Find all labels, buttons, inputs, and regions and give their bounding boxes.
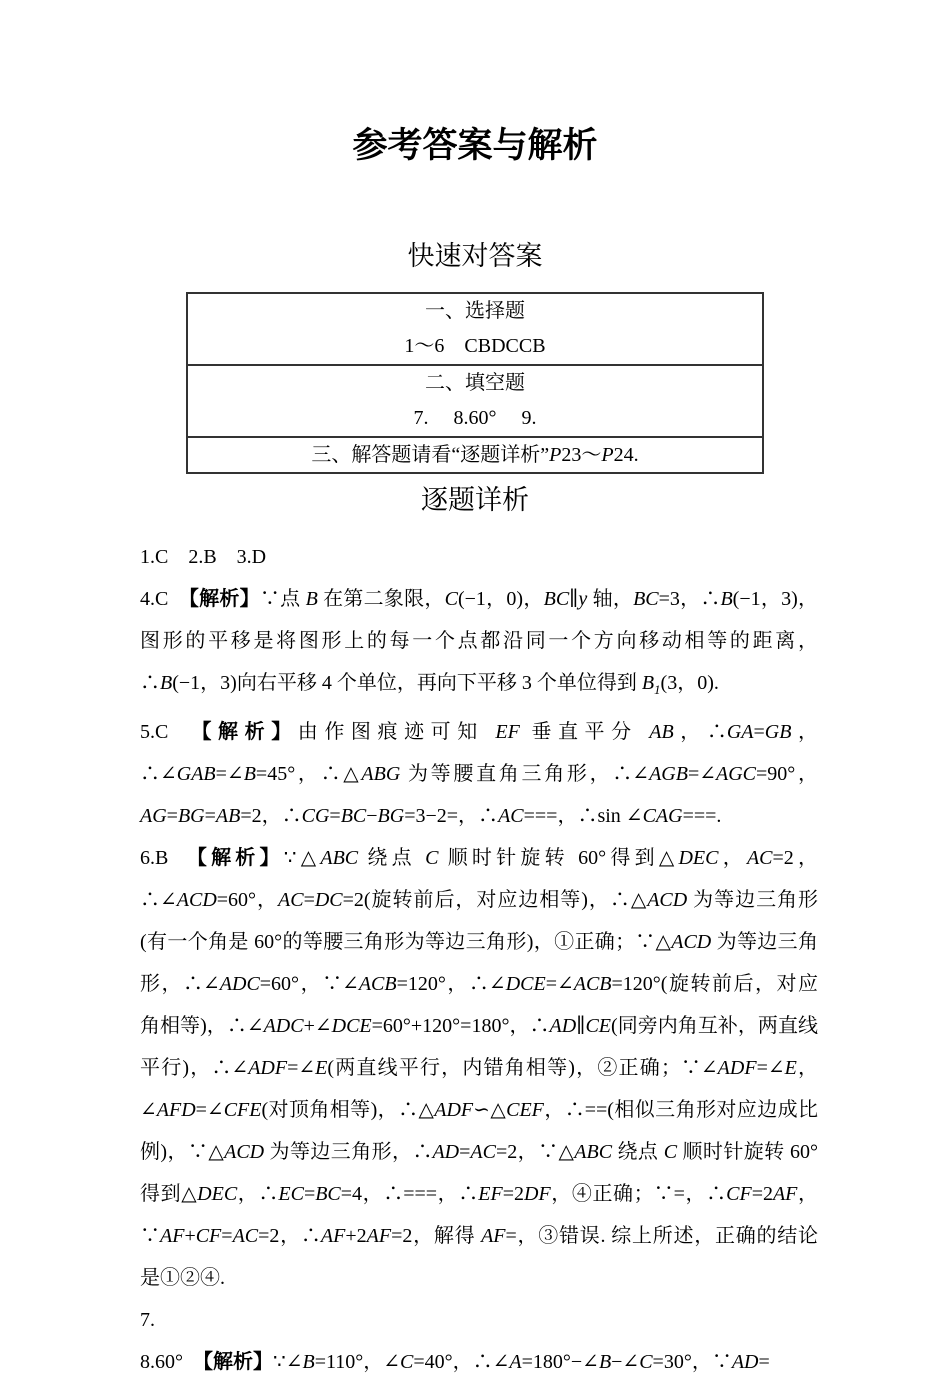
solution-paragraph-1-3: 1.C 2.B 3.D xyxy=(140,546,267,568)
solution-paragraph-8: 8.60° 【解析】∵∠B=110°，∠C=40°，∴∠A=180°−∠B−∠C=30°，∵AD= xyxy=(140,1351,770,1373)
detailed-analysis-heading: 逐题详析 xyxy=(421,485,529,515)
row-line-fill-answers: 7. 8.60° 9. xyxy=(413,407,537,429)
page-title: 参考答案与解析 xyxy=(352,126,598,165)
row-line-choice-answers: 1～6 CBDCCB xyxy=(404,335,546,357)
quick-answers-heading: 快速对答案 xyxy=(407,241,543,271)
row-line-fill-header: 二、填空题 xyxy=(425,372,525,394)
solution-paragraph-4: 4.C 【解析】∵点 B 在第二象限，C(−1，0)，BC∥y 轴，BC=3，∴B(−1，3)，图形的平移是将图形上的每一个点都沿同一个方向移动相等的距离，∴B(−1，3)向右平移 4 个单位，再向下平移 3 个单位得到 $B_1(3$，0). xyxy=(140,588,819,697)
row-line-choice-header: 一、选择题 xyxy=(425,300,525,322)
table-row-solution-note xyxy=(188,436,762,472)
table-row-fill-questions xyxy=(188,364,762,436)
detailed-solutions xyxy=(140,536,818,1383)
row-line-solution-note: 三、解答题请看“逐题详析”P23～P24. xyxy=(311,444,639,466)
table-row-choice-questions xyxy=(188,294,762,364)
solution-paragraph-7: 7. xyxy=(140,1309,155,1331)
solution-paragraph-5: 5.C 【解析】由作图痕迹可知 EF 垂直平分 AB，∴GA=GB，∴∠GAB=∠B=45°，∴△ABG 为等腰直角三角形，∴∠AGB=∠AGC=90°，AG=BG=AB=2，∴CG=BC−BG=3−2=，∴AC===，∴sin ∠CAG===. xyxy=(140,721,819,827)
solution-paragraph-6: 6.B 【解析】∵△ABC 绕点 C 顺时针旋转 60°得到△DEC，AC=2，∴∠ACD=60°，AC=DC=2(旋转前后，对应边相等)，∴△ACD 为等边三角形(有一个角是 60°的等腰三角形为等边三角形)，①正确；∵△ACD 为等边三角形，∴∠ADC=60°，∵∠ACB=120°，∴∠DCE=∠ACB=120°(旋转前后，对应角相等)，∴∠ADC+∠DCE=60°+120°=180°，∴AD∥CE(同旁内角互补，两直线平行)，∴∠ADF=∠E(两直线平行，内错角相等)，②正确；∵∠ADF=∠E，∠AFD=∠CFE(对顶角相等)，∴△ADF∽△CEF，∴==(相似三角形对应边成比例)，∵△ACD 为等边三角形，∴AD=AC=2，∵△ABC 绕点 C 顺时针旋转 60°得到△DEC，∴EC=BC=4，∴===，∴EF=2DF，④正确；∵=，∴CF=2AF，∵AF+CF=AC=2，∴AF+2AF=2，解得 AF=，③错误. 综上所述，正确的结论是①②④. xyxy=(140,847,819,1289)
quick-answers-table xyxy=(186,292,764,474)
